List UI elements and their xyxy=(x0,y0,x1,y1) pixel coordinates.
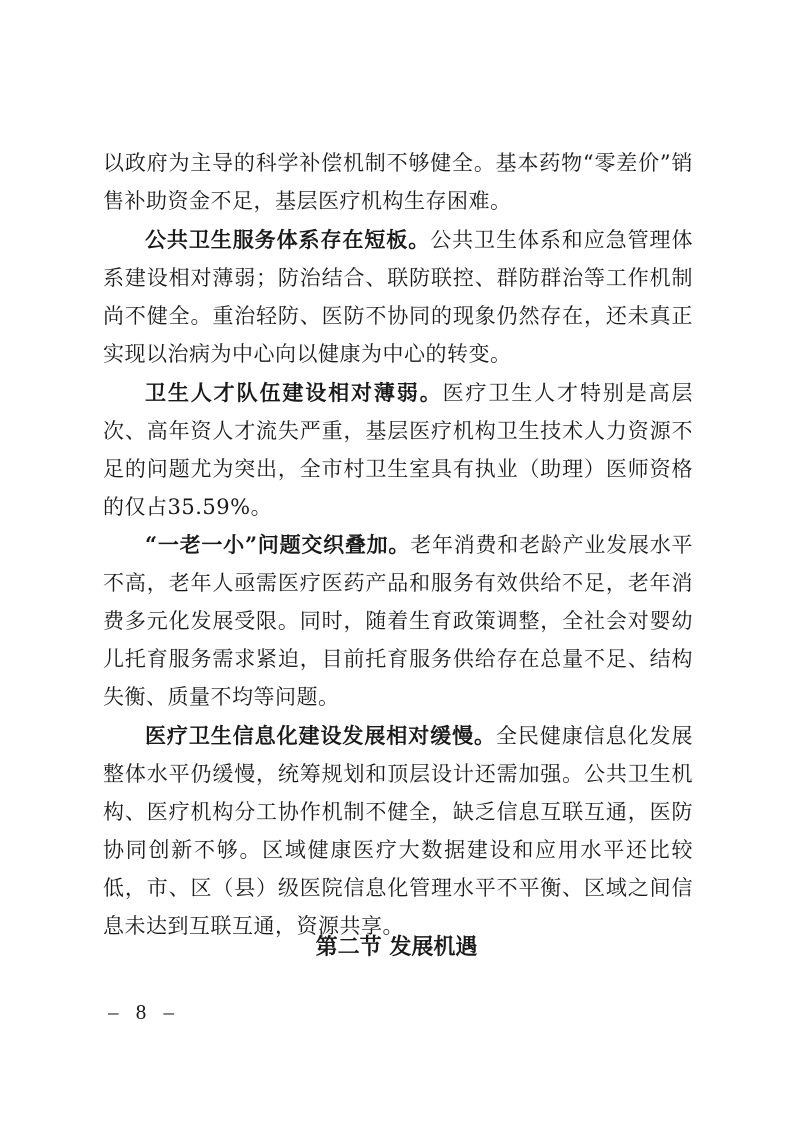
paragraph-body: 医疗卫生人才特别是高层次、高年资人才流失严重，基层医疗机构卫生技术人力资源不足的问题尤为突出，全市村卫生室具有执业（助理）医师资格的仅占35.59%。 xyxy=(103,381,694,519)
paragraph-health-talent xyxy=(103,374,693,526)
paragraph-heading: 公共卫生服务体系存在短板。 xyxy=(145,227,431,252)
paragraph-body: 老年消费和老龄产业发展水平不高，老年人亟需医疗医药产品和服务有效供给不足，老年消费多元化发展受限。同时，随着生育政策调整，全社会对婴幼儿托育服务需求紧迫，目前托育服务供给存在总量不足、结构失衡、质量不均等问题。 xyxy=(103,533,693,709)
paragraph-body: 全民健康信息化发展整体水平仍缓慢，统筹规划和顶层设计还需加强。公共卫生机构、医疗机构分工协作机制不健全，缺乏信息互联互通，医防协同创新不够。区域健康医疗大数据建设和应用水平还比较低，市、区（县）级医院信息化管理水平不平衡、区域之间信息未达到互联互通，资源共享。 xyxy=(103,724,693,938)
paragraph-compensation-mechanism xyxy=(103,144,693,220)
paragraph-body: 公共卫生体系和应急管理体系建设相对薄弱；防治结合、联防联控、群防群治等工作机制尚不健全。重治轻防、医防不协同的现象仍然存在，还未真正实现以治病为中心向以健康为中心的转变。 xyxy=(103,228,693,366)
page-number: – 8 – xyxy=(108,1000,180,1024)
paragraph-heading: 医疗卫生信息化建设发展相对缓慢。 xyxy=(145,723,496,748)
paragraph-body: 以政府为主导的科学补偿机制不够健全。基本药物“零差价”销售补助资金不足，基层医疗机构生存困难。 xyxy=(103,151,693,213)
paragraph-heading: “一老一小”问题交织叠加。 xyxy=(145,532,411,557)
paragraph-health-informatization xyxy=(103,717,693,945)
paragraph-elderly-and-children xyxy=(103,526,693,716)
paragraph-public-health-system xyxy=(103,221,693,373)
section-heading: 第二节 发展机遇 xyxy=(315,934,478,960)
paragraph-heading: 卫生人才队伍建设相对薄弱。 xyxy=(145,380,443,405)
